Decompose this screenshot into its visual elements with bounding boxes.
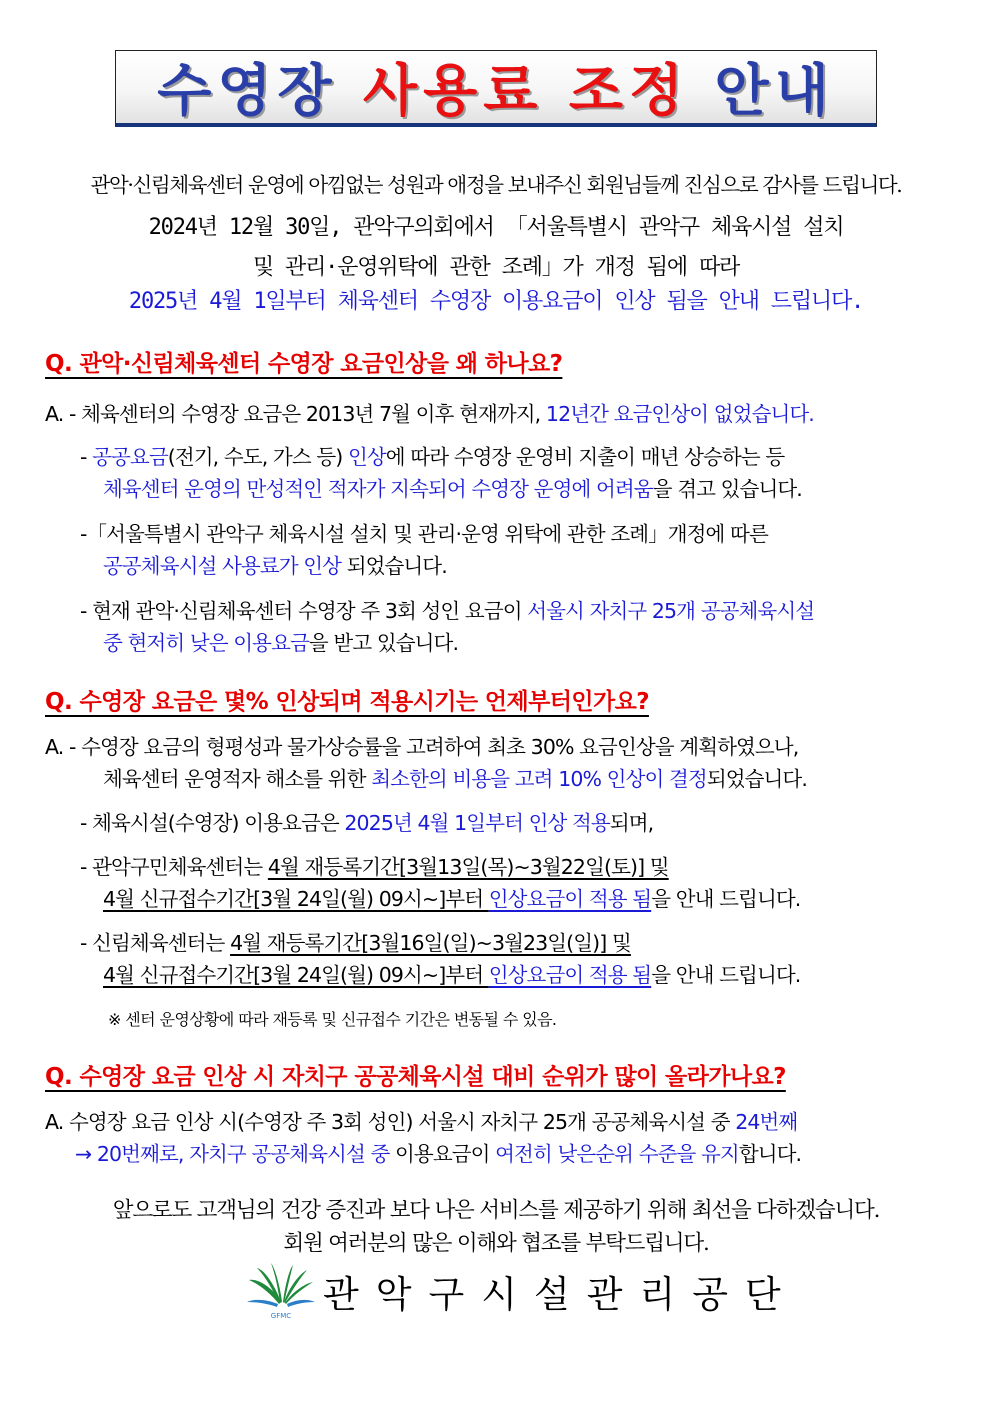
q1-b3-hl: 서울시 자치구 25개 공공체육시설 (527, 599, 815, 623)
q1-answer-line-1 (45, 397, 814, 427)
q1-b1-l2-hl: 체육센터 운영의 만성적인 적자가 지속되어 수영장 운영에 어려움 (103, 477, 653, 501)
q1-b1-t2: 에 따라 수영장 운영비 지출이 매년 상승하는 등 (385, 445, 785, 469)
q3-a2-hl2: 여전히 낮은순위 수준을 유지 (495, 1142, 739, 1166)
q1-bullet-1-line-1 (80, 440, 784, 470)
q2-b2-l2-ul: 4월 신규접수기간[3월 24일(월) 09시~]부터 (103, 887, 489, 911)
logo-gfmc-text: GFMC (270, 1312, 292, 1320)
q3-a2-hl1: → 20번째로, 자치구 공공체육시설 중 (75, 1142, 390, 1166)
q2-b2-l2-t: 을 안내 드립니다. (651, 887, 801, 911)
q1-b3-t: - 현재 관악·신림체육센터 수영장 주 3회 성인 요금이 (80, 599, 528, 623)
q1-b3-l2-t: 을 받고 있습니다. (308, 631, 459, 655)
question-3: Q. 수영장 요금 인상 시 자치구 공공체육시설 대비 순위가 많이 올라가나요? (45, 1064, 786, 1090)
title-part-1: 수영장 (157, 59, 338, 124)
q3-answer-line-1 (45, 1105, 797, 1135)
q2-bullet-2-line-1 (80, 850, 669, 880)
q2-note: ※ 센터 운영상황에 따라 재등록 및 신규접수 기간은 변동될 수 있음. (108, 1010, 557, 1029)
q1-bullet-2-line-1: -「서울특별시 관악구 체육시설 설치 및 관리·운영 위탁에 관한 조례」개정에 따른 (80, 522, 768, 546)
q2-b1-hl: 2025년 4월 1일부터 인상 적용 (344, 811, 610, 835)
intro-line-4: 2025년 4월 1일부터 체육센터 수영장 이용요금이 인상 됨을 안내 드립니다. (128, 289, 864, 314)
q1-bullet-2-line-2 (103, 549, 447, 579)
q2-a2-t2: 되었습니다. (706, 767, 807, 791)
q2-bullet-3-line-2 (103, 958, 800, 988)
page-title (115, 50, 877, 127)
q2-b3-l2-hl: 인상요금이 적용 됨 (488, 963, 652, 987)
q2-b1-t2: 되며, (609, 811, 654, 835)
q3-a2-t2: 합니다. (738, 1142, 802, 1166)
q1-bullet-3-line-2 (103, 626, 458, 656)
q2-bullet-1 (80, 806, 653, 836)
q1-bullet-3-line-1 (80, 594, 814, 624)
q2-b2-ul: 4월 재등록기간[3월13일(목)~3월22일(토)] 및 (267, 855, 669, 879)
q1-b1-dash: - (80, 445, 93, 469)
q2-b2-l2-hl: 인상요금이 적용 됨 (488, 887, 652, 911)
closing-line-2: 회원 여러분의 많은 이해와 협조를 부탁드립니다. (283, 1231, 709, 1256)
q2-bullet-2-line-2 (103, 882, 800, 912)
q1-answer-highlight: 12년간 요금인상이 없었습니다. (545, 402, 814, 426)
q2-a2-t1: 체육센터 운영적자 해소를 위한 (103, 767, 372, 791)
q1-b3-l2-hl: 중 현저히 낮은 이용요금 (103, 631, 309, 655)
question-2: Q. 수영장 요금은 몇% 인상되며 적용시기는 언제부터인가요? (45, 689, 649, 715)
intro-line-3: 및 관리·운영위탁에 관한 조례」가 개정 됨에 따라 (252, 255, 740, 280)
q2-answer-line-1: A. - 수영장 요금의 형평성과 물가상승률을 고려하여 최초 30% 요금인상을 계획하였으나, (45, 735, 799, 759)
q1-b2-t: 되었습니다. (341, 554, 447, 578)
q1-answer-text: A. - 체육센터의 수영장 요금은 2013년 7월 이후 현재까지, (45, 402, 546, 426)
q3-answer-line-2 (75, 1137, 801, 1167)
q2-b1-t1: - 체육시설(수영장) 이용요금은 (80, 811, 345, 835)
q3-a1-hl: 24번째 (735, 1110, 798, 1134)
q1-b1-l2-t: 을 겪고 있습니다. (652, 477, 802, 501)
title-part-2: 사용료 (363, 59, 544, 124)
q1-b1-hl2: 인상 (347, 445, 386, 469)
q1-b1-t1: (전기, 수도, 가스 등) (167, 445, 348, 469)
q1-bullet-1-line-2 (103, 472, 802, 502)
q2-b3-l2-t: 을 안내 드립니다. (651, 963, 801, 987)
q2-b3-t1: - 신림체육센터는 (80, 931, 231, 955)
q1-b1-hl1: 공공요금 (92, 445, 168, 469)
intro-line-2: 2024년 12월 30일, 관악구의회에서 「서울특별시 관악구 체육시설 설치 (148, 215, 844, 240)
org-logo (245, 1262, 798, 1320)
q2-bullet-3-line-1 (80, 926, 631, 956)
org-name: 관악구시설관리공단 (323, 1273, 798, 1316)
q2-b3-ul: 4월 재등록기간[3월16일(일)~3월23일(일)] 및 (230, 931, 631, 955)
title-part-3: 조정 (568, 59, 690, 124)
q2-b3-l2-ul: 4월 신규접수기간[3월 24일(월) 09시~]부터 (103, 963, 489, 987)
q3-a1-t: A. 수영장 요금 인상 시(수영장 주 3회 성인) 서울시 자치구 25개 공공체육시설 중 (45, 1110, 736, 1134)
gfmc-logo-icon (245, 1262, 317, 1320)
q2-b2-t1: - 관악구민체육센터는 (80, 855, 268, 879)
closing-line-1: 앞으로도 고객님의 건강 증진과 보다 나은 서비스를 제공하기 위해 최선을 다하겠습니다. (112, 1198, 880, 1223)
q1-b2-hl: 공공체육시설 사용료가 인상 (103, 554, 342, 578)
title-part-4: 안내 (714, 59, 835, 124)
q2-answer-line-2 (103, 762, 807, 792)
q3-a2-t1: 이용요금이 (389, 1142, 496, 1166)
q2-a2-hl: 최소한의 비용을 고려 10% 인상이 결정 (371, 767, 707, 791)
intro-line-1: 관악·신림체육센터 운영에 아낌없는 성원과 애정을 보내주신 회원님들께 진심으로 감사를 드립니다. (90, 173, 902, 197)
question-1: Q. 관악·신림체육센터 수영장 요금인상을 왜 하나요? (45, 351, 563, 377)
